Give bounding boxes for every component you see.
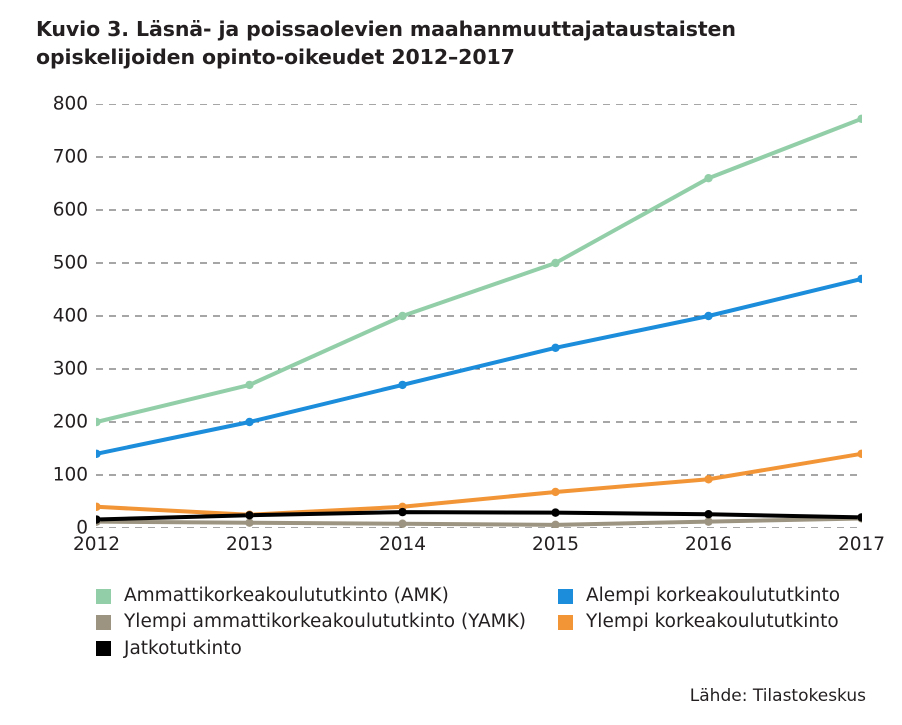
gridlines bbox=[96, 104, 862, 528]
series-point bbox=[551, 508, 559, 516]
y-tick-label: 300 bbox=[52, 358, 88, 380]
series-line bbox=[97, 454, 862, 515]
series-line bbox=[97, 119, 862, 422]
legend-item bbox=[96, 586, 558, 606]
y-tick-label: 200 bbox=[52, 411, 88, 433]
x-tick-label: 2012 bbox=[72, 534, 121, 555]
y-tick-label: 0 bbox=[76, 517, 88, 539]
x-tick-label: 2014 bbox=[378, 534, 427, 555]
series-point bbox=[857, 275, 862, 283]
legend-row bbox=[96, 612, 886, 632]
chart-plot-svg bbox=[96, 104, 862, 528]
legend-item bbox=[96, 612, 558, 632]
series-point bbox=[245, 381, 253, 389]
legend-label: Ylempi korkeakoulututkinto bbox=[586, 611, 839, 633]
series-point bbox=[704, 517, 712, 525]
legend-swatch-icon bbox=[558, 589, 573, 604]
x-tick-label: 2015 bbox=[531, 534, 580, 555]
y-tick-label: 400 bbox=[52, 305, 88, 327]
y-axis-labels bbox=[28, 93, 88, 539]
legend-label: Jatkotutkinto bbox=[124, 637, 242, 659]
series-point bbox=[551, 488, 559, 496]
series-points bbox=[96, 115, 862, 528]
legend-swatch-icon bbox=[96, 589, 111, 604]
x-tick-label: 2013 bbox=[225, 534, 274, 555]
series-point bbox=[551, 344, 559, 352]
series-point bbox=[398, 381, 406, 389]
legend-label: Ylempi ammattikorkeakoulututkinto (YAMK) bbox=[124, 611, 526, 633]
legend-row bbox=[96, 586, 886, 606]
legend-label: Alempi korkeakoulututkinto bbox=[586, 585, 841, 606]
chart-legend bbox=[96, 586, 886, 665]
source-note: Lähde: Tilastokeskus bbox=[689, 686, 866, 706]
series-point bbox=[398, 312, 406, 320]
series-point bbox=[245, 519, 253, 527]
series-lines bbox=[97, 119, 862, 525]
series-point bbox=[704, 510, 712, 518]
x-tick-label: 2017 bbox=[837, 534, 886, 555]
series-point bbox=[704, 312, 712, 320]
legend-swatch-icon bbox=[96, 641, 111, 656]
series-point bbox=[857, 450, 862, 458]
legend-swatch-icon bbox=[558, 615, 573, 630]
series-line bbox=[97, 518, 862, 524]
x-axis-labels bbox=[72, 534, 886, 564]
series-point bbox=[245, 418, 253, 426]
x-tick-label: 2016 bbox=[684, 534, 733, 555]
series-line bbox=[97, 279, 862, 454]
series-point bbox=[96, 418, 101, 426]
legend-row bbox=[96, 639, 886, 659]
legend-label: Ammattikorkeakoulututkinto (AMK) bbox=[124, 585, 449, 606]
y-tick-label: 500 bbox=[52, 252, 88, 274]
series-point bbox=[398, 520, 406, 528]
series-point bbox=[704, 174, 712, 182]
legend-item bbox=[96, 639, 558, 659]
series-point bbox=[96, 450, 101, 458]
series-point bbox=[551, 521, 559, 528]
chart-title: Kuvio 3. Läsnä- ja poissaolevien maahanmuuttajataustaisten opiskelijoiden opinto-oikeudet 2012–2017 bbox=[36, 17, 736, 69]
series-point bbox=[704, 475, 712, 483]
plot-area bbox=[96, 104, 862, 528]
legend-item bbox=[558, 612, 839, 632]
legend-item bbox=[558, 586, 840, 606]
y-tick-label: 700 bbox=[52, 146, 88, 168]
series-point bbox=[96, 503, 101, 511]
legend-swatch-icon bbox=[96, 615, 111, 630]
series-point bbox=[551, 259, 559, 267]
series-point bbox=[245, 511, 253, 519]
y-tick-label: 100 bbox=[52, 464, 88, 486]
y-tick-label: 600 bbox=[52, 199, 88, 221]
series-point bbox=[398, 508, 406, 516]
y-tick-label: 800 bbox=[52, 93, 88, 115]
